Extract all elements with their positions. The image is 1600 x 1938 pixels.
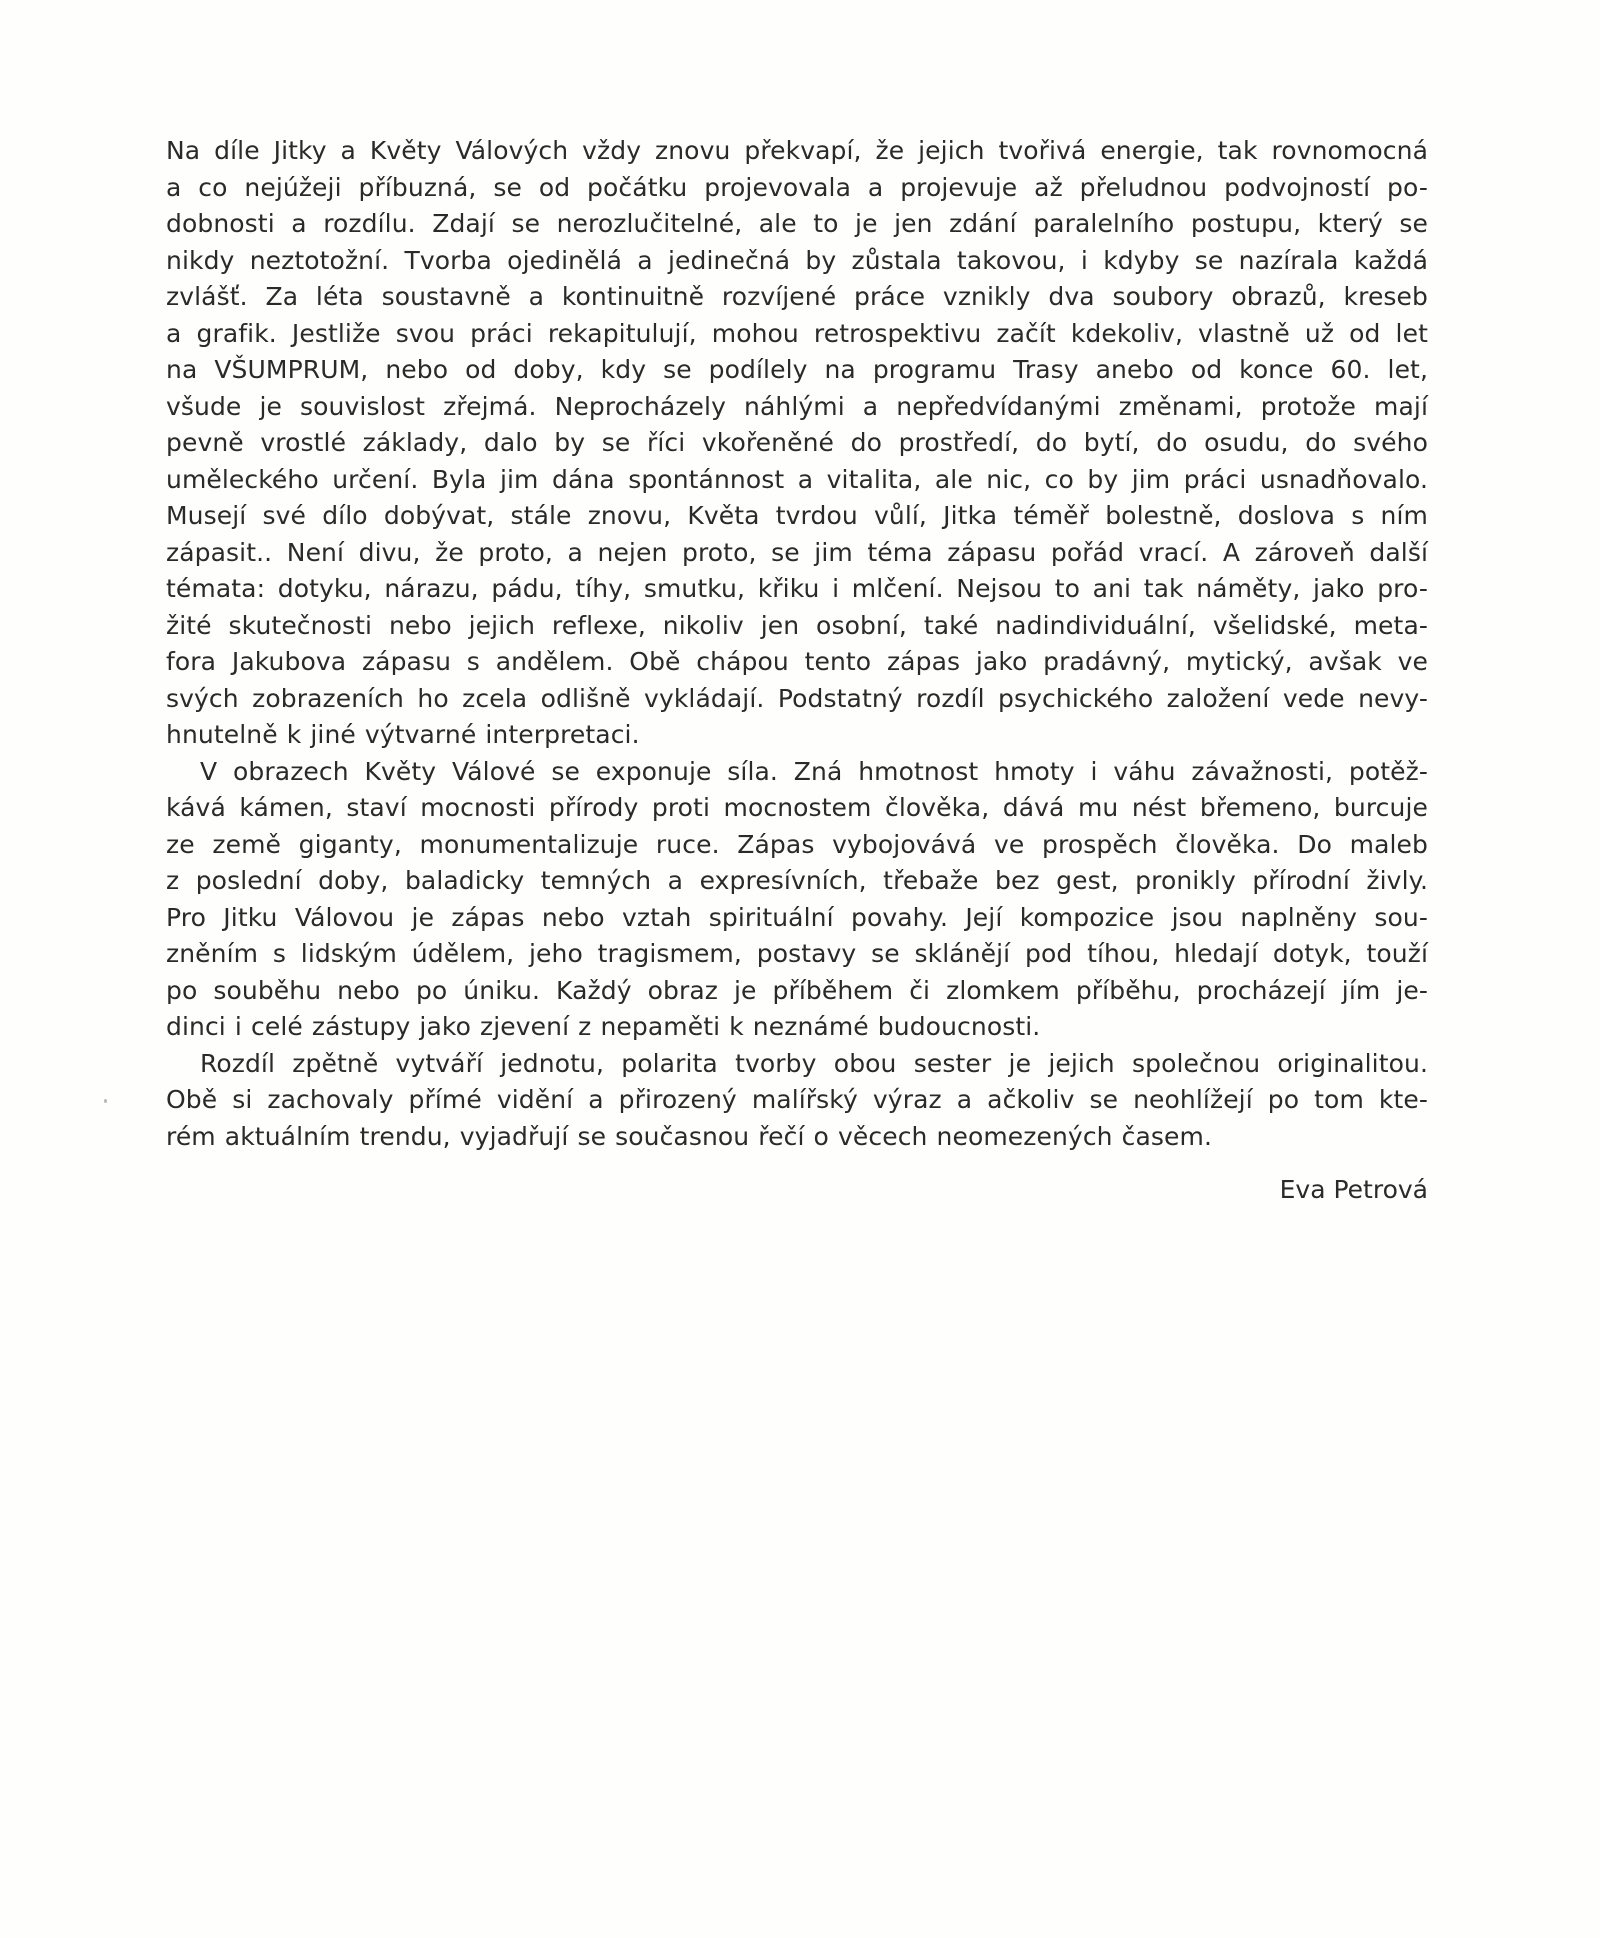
text-line: dinci i celé zástupy jako zjevení z nepaměti k neznámé budoucnosti. bbox=[166, 1012, 1041, 1041]
text-line: žité skutečnosti nebo jejich reflexe, nikoliv jen osobní, také nadindividuální, všelidské, meta- bbox=[166, 610, 1428, 640]
text-line: zněním s lidským údělem, jeho tragismem, postavy se sklánějí pod tíhou, hledají dotyk, touží bbox=[166, 939, 1428, 968]
text-line: hnutelně k jiné výtvarné interpretaci. bbox=[166, 720, 640, 749]
text-line: ze země giganty, monumentalizuje ruce. Zápas vybojovává ve prospěch člověka. Do maleb bbox=[166, 829, 1428, 859]
text-line: Na díle Jitky a Květy Válových vždy znovu překvapí, že jejich tvořivá energie, tak rovnomocná bbox=[166, 136, 1428, 165]
text-line: V obrazech Květy Válové se exponuje síla. Zná hmotnost hmoty i váhu závažnosti, potěž- bbox=[200, 756, 1428, 786]
text-line: zvlášť. Za léta soustavně a kontinuitně rozvíjené práce vznikly dva soubory obrazů, kreseb bbox=[166, 282, 1428, 311]
paragraph-2 bbox=[166, 754, 1428, 1046]
text-line: Musejí své dílo dobývat, stále znovu, Květa tvrdou vůlí, Jitka téměř bolestně, doslova s ním bbox=[166, 501, 1428, 530]
text-line: témata: dotyku, nárazu, pádu, tíhy, smutku, křiku i mlčení. Nejsou to ani tak náměty, jako pro- bbox=[166, 574, 1428, 603]
text-line: svých zobrazeních ho zcela odlišně vykládají. Podstatný rozdíl psychického založení vede nevy- bbox=[166, 683, 1428, 713]
text-line: zápasit.. Není divu, že proto, a nejen proto, se jim téma zápasu pořád vrací. A zároveň další bbox=[166, 537, 1428, 567]
text-line: nikdy neztotožní. Tvorba ojedinělá a jedinečná by zůstala takovou, i kdyby se nazírala každá bbox=[166, 245, 1428, 275]
text-line: uměleckého určení. Byla jim dána spontánnost a vitalita, ale nic, co by jim práci usnadňovalo. bbox=[166, 464, 1428, 494]
text-line: kává kámen, staví mocnosti přírody proti mocnostem člověka, dává mu nést břemeno, burcuje bbox=[166, 793, 1428, 822]
text-line: Rozdíl zpětně vytváří jednotu, polarita tvorby obou sester je jejich společnou originalitou. bbox=[200, 1048, 1428, 1078]
author-signature: Eva Petrová bbox=[1279, 1175, 1428, 1204]
text-line: všude je souvislost zřejmá. Neprocházely náhlými a nepředvídanými změnami, protože mají bbox=[166, 391, 1428, 421]
text-line: na VŠUMPRUM, nebo od doby, kdy se podílely na programu Trasy anebo od konce 60. let, bbox=[166, 355, 1428, 384]
text-line: a co nejúžeji příbuzná, se od počátku projevovala a projevuje až přeludnou podvojností po- bbox=[166, 172, 1428, 202]
text-line: a grafik. Jestliže svou práci rekapitulují, mohou retrospektivu začít kdekoliv, vlastně už od let bbox=[166, 318, 1428, 348]
document-page bbox=[166, 133, 1428, 1204]
text-line: rém aktuálním trendu, vyjadřují se současnou řečí o věcech neomezených časem. bbox=[166, 1121, 1213, 1151]
text-line: dobnosti a rozdílu. Zdají se nerozlučitelné, ale to je jen zdání paralelního postupu, který se bbox=[166, 209, 1428, 238]
paragraph-1 bbox=[166, 133, 1428, 754]
paragraph-3 bbox=[166, 1046, 1428, 1156]
text-line: Obě si zachovaly přímé vidění a přirozený malířský výraz a ačkoliv se neohlížejí po tom kte- bbox=[166, 1085, 1428, 1114]
text-line: Pro Jitku Válovou je zápas nebo vztah spirituální povahy. Její kompozice jsou naplněny sou- bbox=[166, 902, 1428, 932]
text-line: pevně vrostlé základy, dalo by se říci vkořeněné do prostředí, do bytí, do osudu, do svého bbox=[166, 428, 1428, 457]
text-line: fora Jakubova zápasu s andělem. Obě chápou tento zápas jako pradávný, mytický, avšak ve bbox=[166, 647, 1428, 676]
text-line: z poslední doby, baladicky temných a expresívních, třebaže bez gest, pronikly přírodní živly. bbox=[166, 866, 1428, 895]
paper-speck bbox=[104, 1099, 107, 1103]
text-line: po souběhu nebo po úniku. Každý obraz je příběhem či zlomkem příběhu, procházejí jím je- bbox=[166, 975, 1428, 1005]
